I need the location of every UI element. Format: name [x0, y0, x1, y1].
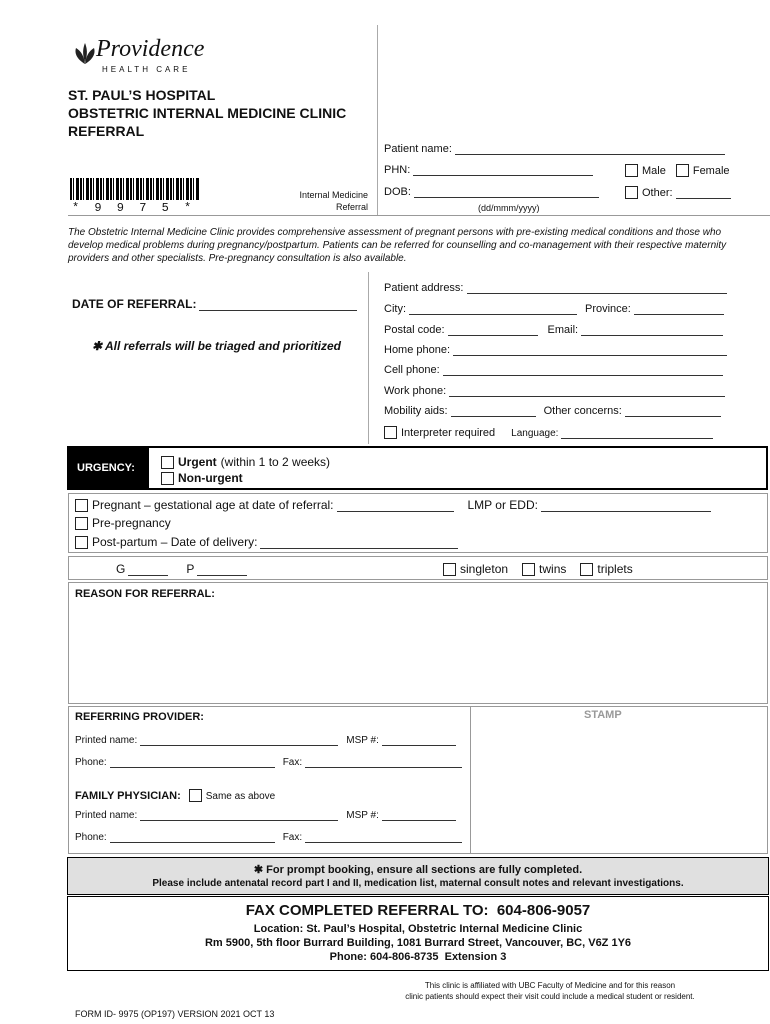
family-msp-field[interactable]: [382, 810, 456, 821]
postal-label: Postal code:: [384, 324, 445, 336]
male-checkbox[interactable]: [625, 164, 638, 177]
interpreter-checkbox[interactable]: [384, 426, 397, 439]
cell-phone-row: [384, 364, 723, 376]
work-phone-field[interactable]: [449, 386, 725, 397]
form-tag: [260, 189, 368, 213]
other-concerns-field[interactable]: [625, 406, 721, 417]
asterisk-icon: ✱: [253, 864, 264, 876]
referring-label: REFERRING PROVIDER:: [75, 711, 204, 723]
nonurgent-label: Non-urgent: [178, 471, 243, 485]
gestational-age-field[interactable]: [337, 501, 454, 512]
referring-msp-label: MSP #:: [346, 735, 379, 746]
home-phone-row: [384, 344, 727, 356]
barcode: [70, 178, 200, 200]
city-label: City:: [384, 303, 406, 315]
dob-label: DOB:: [384, 186, 411, 198]
patient-address-row: [384, 282, 727, 294]
title-line3: REFERRAL: [68, 123, 145, 139]
phn-row: [384, 164, 593, 176]
g-label: G: [116, 562, 126, 576]
female-checkbox[interactable]: [676, 164, 689, 177]
g-field[interactable]: [128, 565, 168, 576]
triplets-label: triplets: [597, 562, 633, 576]
lmp-label: LMP or EDD:: [467, 498, 538, 512]
family-row: [75, 789, 275, 802]
fax-headline: FAX COMPLETED REFERRAL TO: 604-806-9057: [245, 902, 591, 919]
same-as-above-checkbox[interactable]: [189, 789, 202, 802]
fax-location1: Location: St. Paul’s Hospital, Obstetric Internal Medicine Clinic: [253, 923, 583, 935]
fax-box: [67, 896, 769, 971]
family-name-row: [75, 810, 456, 821]
interpreter-label: Interpreter required: [401, 427, 496, 439]
language-label: Language:: [511, 428, 559, 439]
postpartum-checkbox[interactable]: [75, 536, 88, 549]
province-label: Province:: [585, 303, 631, 315]
family-fax-field[interactable]: [305, 832, 462, 843]
male-label: Male: [642, 165, 666, 177]
notice-line1-wrap: [68, 863, 768, 876]
referring-name-row: [75, 735, 456, 746]
family-phone-label: Phone:: [75, 832, 107, 843]
logo-sub: HEALTH CARE: [102, 65, 191, 74]
triage-note: [92, 339, 341, 353]
referring-phone-field[interactable]: [110, 757, 275, 768]
urgency-label: URGENCY:: [69, 448, 149, 488]
header-divider: [377, 25, 378, 215]
city-field[interactable]: [409, 304, 577, 315]
triplets-checkbox[interactable]: [580, 563, 593, 576]
intro-text: The Obstetric Internal Medicine Clinic provides comprehensive assessment of pregnant persons with pre-existing medical conditions and those who develop medical problems during pregnancy/postpartum. Patients can be referred for counselling and co-management with their respective maternity providers and other specialists. Pre-pregnancy consultation is also available.: [68, 227, 727, 264]
sex-row: [625, 164, 730, 177]
dob-format: (dd/mmm/yyyy): [478, 203, 540, 213]
female-label: Female: [692, 165, 730, 177]
phn-field[interactable]: [413, 165, 593, 176]
same-as-above-label: Same as above: [205, 791, 276, 802]
dob-row: [384, 186, 599, 198]
fax-location2: Rm 5900, 5th floor Burrard Building, 1081 Burrard Street, Vancouver, BC, V6Z 1Y6: [204, 937, 632, 949]
mobility-label: Mobility aids:: [384, 405, 448, 417]
nonurgent-row: [161, 471, 243, 485]
ubc-note-line1: This clinic is affiliated with UBC Faculty of Medicine and for this reason: [424, 981, 676, 990]
title-line1: ST. PAUL’S HOSPITAL: [68, 87, 216, 103]
province-field[interactable]: [634, 304, 724, 315]
postpartum-row: [75, 535, 458, 549]
other-checkbox[interactable]: [625, 186, 638, 199]
delivery-date-field[interactable]: [260, 538, 458, 549]
date-referral-label: DATE OF REFERRAL:: [72, 297, 197, 311]
other-label: Other:: [642, 187, 673, 199]
gp-row: [116, 562, 247, 576]
referring-phone-row: [75, 757, 462, 768]
ubc-note-line2: clinic patients should expect their visit could include a medical student or resident.: [405, 992, 695, 1001]
work-phone-row: [384, 385, 725, 397]
p-label: P: [186, 562, 195, 576]
p-field[interactable]: [197, 565, 247, 576]
family-phone-row: [75, 832, 462, 843]
email-field[interactable]: [581, 325, 723, 336]
other-field[interactable]: [676, 188, 731, 199]
logo: [72, 32, 205, 77]
referring-msp-field[interactable]: [382, 735, 456, 746]
email-label: Email:: [547, 324, 579, 336]
date-referral-row: [72, 297, 357, 311]
form-tag-line2: Referral: [335, 202, 368, 212]
family-label: FAMILY PHYSICIAN:: [75, 790, 181, 802]
urgent-label: Urgent: [178, 455, 217, 469]
ubc-note: [340, 980, 760, 1002]
twins-label: twins: [539, 562, 567, 576]
logo-name: Providence: [96, 36, 205, 62]
urgent-checkbox[interactable]: [161, 456, 174, 469]
twins-checkbox[interactable]: [522, 563, 535, 576]
notice-box: [67, 857, 769, 895]
urgent-note: (within 1 to 2 weeks): [220, 455, 331, 469]
postal-row: [384, 324, 723, 336]
interpreter-row: [384, 426, 713, 439]
fax-phone: Phone: 604-806-8735 Extension 3: [329, 951, 507, 963]
date-referral-field[interactable]: [199, 300, 357, 311]
urgent-row: [161, 455, 330, 469]
form-id: FORM ID- 9975 (OP197) VERSION 2021 OCT 13: [75, 1009, 275, 1019]
mobility-row: [384, 405, 721, 417]
title-line2: OBSTETRIC INTERNAL MEDICINE CLINIC: [68, 105, 347, 121]
singleton-label: singleton: [460, 562, 509, 576]
home-phone-label: Home phone:: [384, 344, 451, 356]
home-phone-field[interactable]: [453, 345, 727, 356]
urgency-box: [67, 446, 768, 490]
form-tag-line1: Internal Medicine: [299, 190, 368, 200]
prepreg-label: Pre-pregnancy: [92, 516, 171, 530]
providence-leaf-icon: [72, 42, 98, 66]
family-fax-label: Fax:: [282, 832, 303, 843]
triage-note-text: All referrals will be triaged and prioritized: [104, 339, 342, 353]
prepreg-checkbox[interactable]: [75, 517, 88, 530]
city-row: [384, 303, 724, 315]
asterisk-icon: ✱: [92, 339, 103, 353]
notice-line2: Please include antenatal record part I and II, medication list, maternal consult notes and relevant investigations.: [152, 878, 684, 889]
family-phone-field[interactable]: [110, 832, 275, 843]
family-msp-label: MSP #:: [346, 810, 379, 821]
multiples-row: [443, 562, 633, 576]
patient-address-field[interactable]: [467, 283, 727, 294]
singleton-checkbox[interactable]: [443, 563, 456, 576]
pregnant-label: Pregnant – gestational age at date of referral:: [92, 498, 334, 512]
family-printed-label: Printed name:: [75, 810, 138, 821]
pregnant-row: [75, 498, 711, 512]
referring-phone-label: Phone:: [75, 757, 107, 768]
reason-label: REASON FOR REFERRAL:: [75, 588, 215, 600]
pregnant-checkbox[interactable]: [75, 499, 88, 512]
referring-printed-field[interactable]: [140, 735, 338, 746]
postpartum-label: Post-partum – Date of delivery:: [92, 535, 258, 549]
barcode-text: * 9 9 7 5 *: [72, 201, 196, 215]
dob-field[interactable]: [414, 187, 599, 198]
patient-address-label: Patient address:: [384, 282, 464, 294]
patient-name-field[interactable]: [455, 144, 725, 155]
postal-field[interactable]: [448, 325, 538, 336]
other-row: [625, 186, 731, 199]
stamp-label: STAMP: [584, 709, 622, 721]
nonurgent-checkbox[interactable]: [161, 472, 174, 485]
notice-line1: For prompt booking, ensure all sections are fully completed.: [266, 864, 583, 876]
other-concerns-label: Other concerns:: [543, 405, 622, 417]
language-field[interactable]: [561, 428, 713, 439]
referring-printed-label: Printed name:: [75, 735, 138, 746]
patient-name-label: Patient name:: [384, 143, 452, 155]
phn-label: PHN:: [384, 164, 411, 176]
header-rule: [68, 215, 770, 216]
stamp-divider: [470, 706, 471, 854]
family-printed-field[interactable]: [140, 810, 338, 821]
cell-phone-label: Cell phone:: [384, 364, 440, 376]
cell-phone-field[interactable]: [443, 365, 723, 376]
form-title: [68, 86, 346, 140]
mid-divider: [368, 272, 369, 444]
lmp-field[interactable]: [541, 501, 711, 512]
prepreg-row: [75, 516, 171, 530]
referring-fax-field[interactable]: [305, 757, 462, 768]
patient-name-row: [384, 143, 725, 155]
mobility-field[interactable]: [451, 406, 536, 417]
referring-fax-label: Fax:: [282, 757, 303, 768]
work-phone-label: Work phone:: [384, 385, 447, 397]
reason-box[interactable]: [68, 582, 768, 704]
